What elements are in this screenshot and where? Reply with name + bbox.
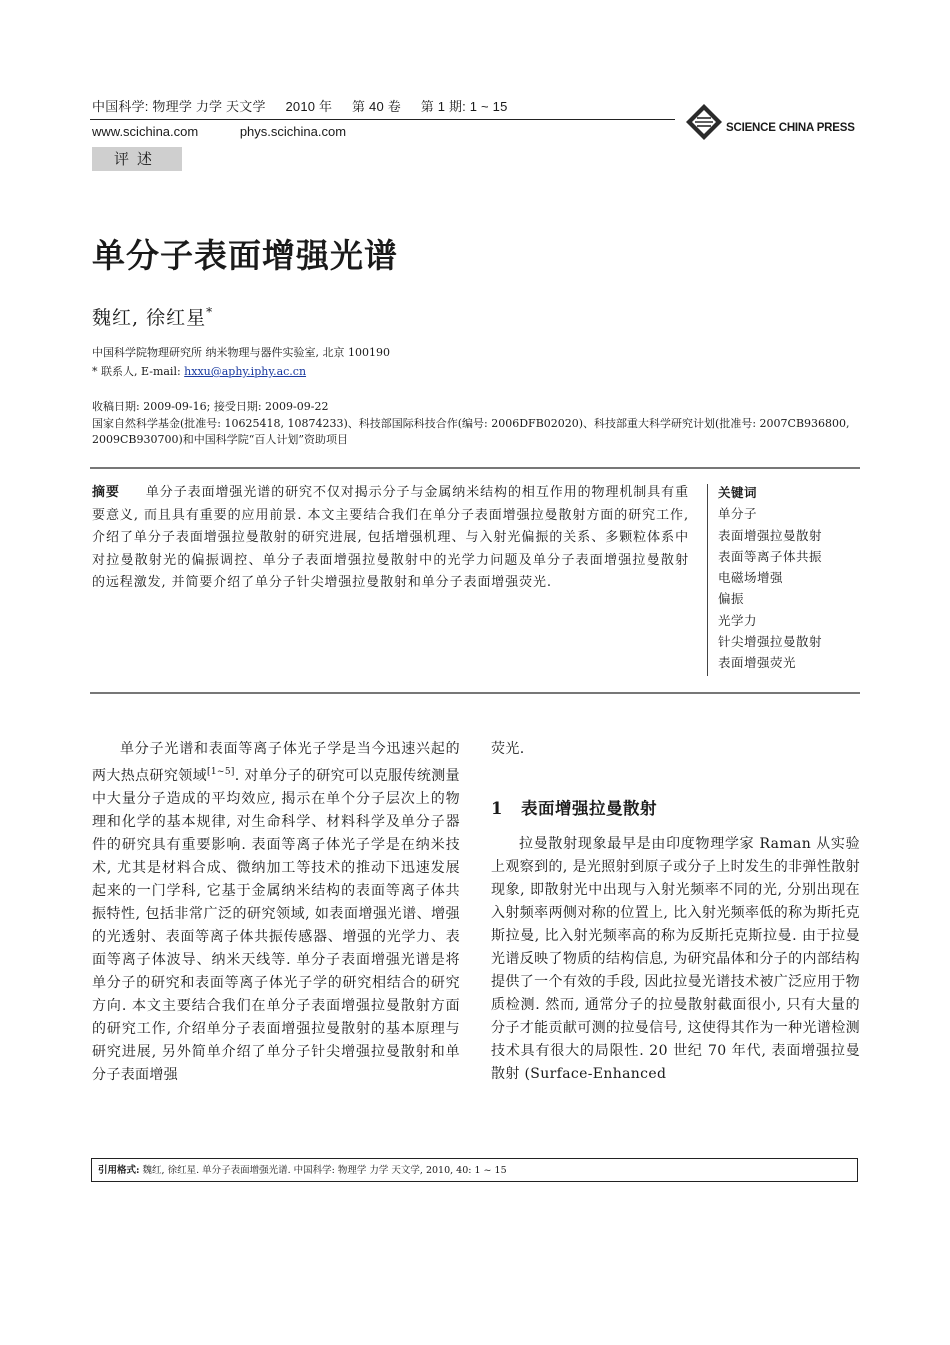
keyword-item: 偏振 — [718, 591, 745, 607]
publisher-logo-icon — [684, 102, 724, 142]
keywords-divider — [707, 484, 708, 676]
citation-label: 引用格式: — [98, 1165, 140, 1176]
section-heading — [491, 795, 657, 819]
funding-note: 国家自然科学基金(批准号: 10625418, 10874233)、科技部国际科技合作(编号: 2006DFB02020)、科技部重大科学研究计划(批准号: 2007CB936800, 2009CB930700)和中国科学院“百人计划”资助项目 — [92, 417, 850, 446]
keyword-item: 表面增强荧光 — [718, 655, 797, 671]
abstract-top-rule — [90, 467, 860, 469]
paper-title: 单分子表面增强光谱 — [92, 236, 398, 275]
phys-site-link[interactable]: phys.scichina.com — [239, 124, 347, 139]
body-left-column — [92, 738, 460, 1087]
main-site-link[interactable]: www.scichina.com — [92, 124, 199, 139]
reference-link[interactable]: [1~5] — [207, 767, 235, 777]
abstract — [92, 482, 689, 595]
section-number: 1 — [491, 799, 503, 818]
citation-text: 魏红, 徐红星. 单分子表面增强光谱. 中国科学: 物理学 力学 天文学, 2010, 40: 1 ~ 15 — [142, 1165, 507, 1176]
journal-header — [92, 96, 524, 115]
received-dates: 收稿日期: 2009-09-16; 接受日期: 2009-09-22 — [92, 400, 329, 413]
intro-text-start: 单分子光谱和表面等离子体光子学是当今迅速兴起的两大热点研究领域 — [92, 741, 460, 784]
journal-issue: 第 1 期: 1 ~ 15 — [420, 99, 508, 114]
intro-paragraph — [92, 738, 460, 1087]
journal-name: 中国科学: 物理学 力学 天文学 — [92, 99, 266, 114]
keyword-item: 针尖增强拉曼散射 — [718, 634, 823, 650]
publisher-name: SCIENCE CHINA PRESS — [726, 122, 855, 134]
header-divider — [90, 119, 675, 120]
keyword-item: 表面等离子体共振 — [718, 548, 823, 564]
keyword-item: 表面增强拉曼散射 — [718, 527, 823, 543]
contact-line — [92, 364, 306, 380]
journal-volume: 第 40 卷 — [352, 99, 401, 114]
section-title: 表面增强拉曼散射 — [520, 799, 657, 818]
section-paragraph: 拉曼散射现象最早是由印度物理学家 Raman 从实验上观察到的, 是光照射到原子或分子上时发生的非弹性散射现象, 即散射光中出现与入射光频率不同的光, 分别出现在入射频率两侧对称的位置上, 比入射光频率低的称为斯托克斯拉曼, 比入射光频率高的称为反斯托克斯拉曼. 由于拉曼光谱反映了物质的结构信息, 为研究晶体和分子的内部结构提供了一个有效的手段, 因此拉曼光谱技术被广泛应用于物质检测. 然而, 通常分子的拉曼散射截面很小, 只有大量的分子才能贡献可测的拉曼信号, 这使得其作为一种光谱检测技术具有很大的局限性. 20 世纪 70 年代, 表面增强拉曼散射 (Surface-Enhanced — [491, 836, 860, 1082]
keyword-item: 电磁场增强 — [718, 570, 784, 586]
journal-year: 2010 年 — [285, 99, 333, 114]
citation-box — [91, 1158, 858, 1182]
abstract-label: 摘要 — [92, 485, 120, 500]
keywords-list — [718, 482, 822, 674]
body-right-column — [491, 833, 860, 1086]
intro-paragraph-continued: 荧光. — [491, 741, 525, 757]
section-tag: 评述 — [92, 147, 182, 171]
keyword-item: 光学力 — [718, 612, 758, 628]
author-list — [92, 303, 213, 330]
corresponding-author-mark: * — [206, 305, 214, 319]
contact-label: * 联系人, E-mail: — [92, 365, 185, 378]
journal-urls — [92, 124, 384, 139]
abstract-bottom-rule — [90, 692, 860, 694]
intro-text-rest: . 对单分子的研究可以克服传统测量中大量分子造成的平均效应, 揭示在单个分子层次上的物理和化学的基本规律, 对生命科学、材料科学及单分子器件的研究具有重要影响. 表面等离子体光子学是在纳米技术, 尤其是材料合成、微纳加工等技术的推动下迅速发展起来的一门学科, 它基于金属纳米结构的表面等离子体共振特性, 包括非常广泛的研究领域, 如表面增强光谱、增强的光透射、表面等离子体共振传感器、增强的光学力、表面等离子体波导、纳米天线等. 单分子表面增强光谱是将单分子的研究和表面等离子体光子学的研究相结合的研究方向. 本文主要结合我们在单分子表面增强拉曼散射方面的研究工作, 介绍单分子表面增强拉曼散射的基本原理与研究进展, 另外简单介绍了单分子针尖增强拉曼散射和单分子表面增强 — [92, 768, 460, 1083]
keywords-heading: 关键词 — [718, 485, 758, 500]
contact-email-link[interactable]: hxxu@aphy.iphy.ac.cn — [184, 365, 307, 378]
author-names: 魏红, 徐红星 — [92, 307, 207, 329]
abstract-text: 单分子表面增强光谱的研究不仅对揭示分子与金属纳米结构的相互作用的物理机制具有重要意义, 而且具有重要的应用前景. 本文主要结合我们在单分子表面增强拉曼散射方面的研究工作, 介绍了单分子表面增强拉曼散射的研究进展, 包括增强机理、与入射光偏振的关系、多颗粒体系中对拉曼散射光的偏振调控、单分子表面增强拉曼散射中的光学力问题及单分子表面增强拉曼散射的远程激发, 并简要介绍了单分子针尖增强拉曼散射和单分子表面增强荧光. — [92, 485, 689, 590]
keyword-item: 单分子 — [718, 506, 758, 522]
affiliation: 中国科学院物理研究所 纳米物理与器件实验室, 北京 100190 — [92, 346, 390, 359]
